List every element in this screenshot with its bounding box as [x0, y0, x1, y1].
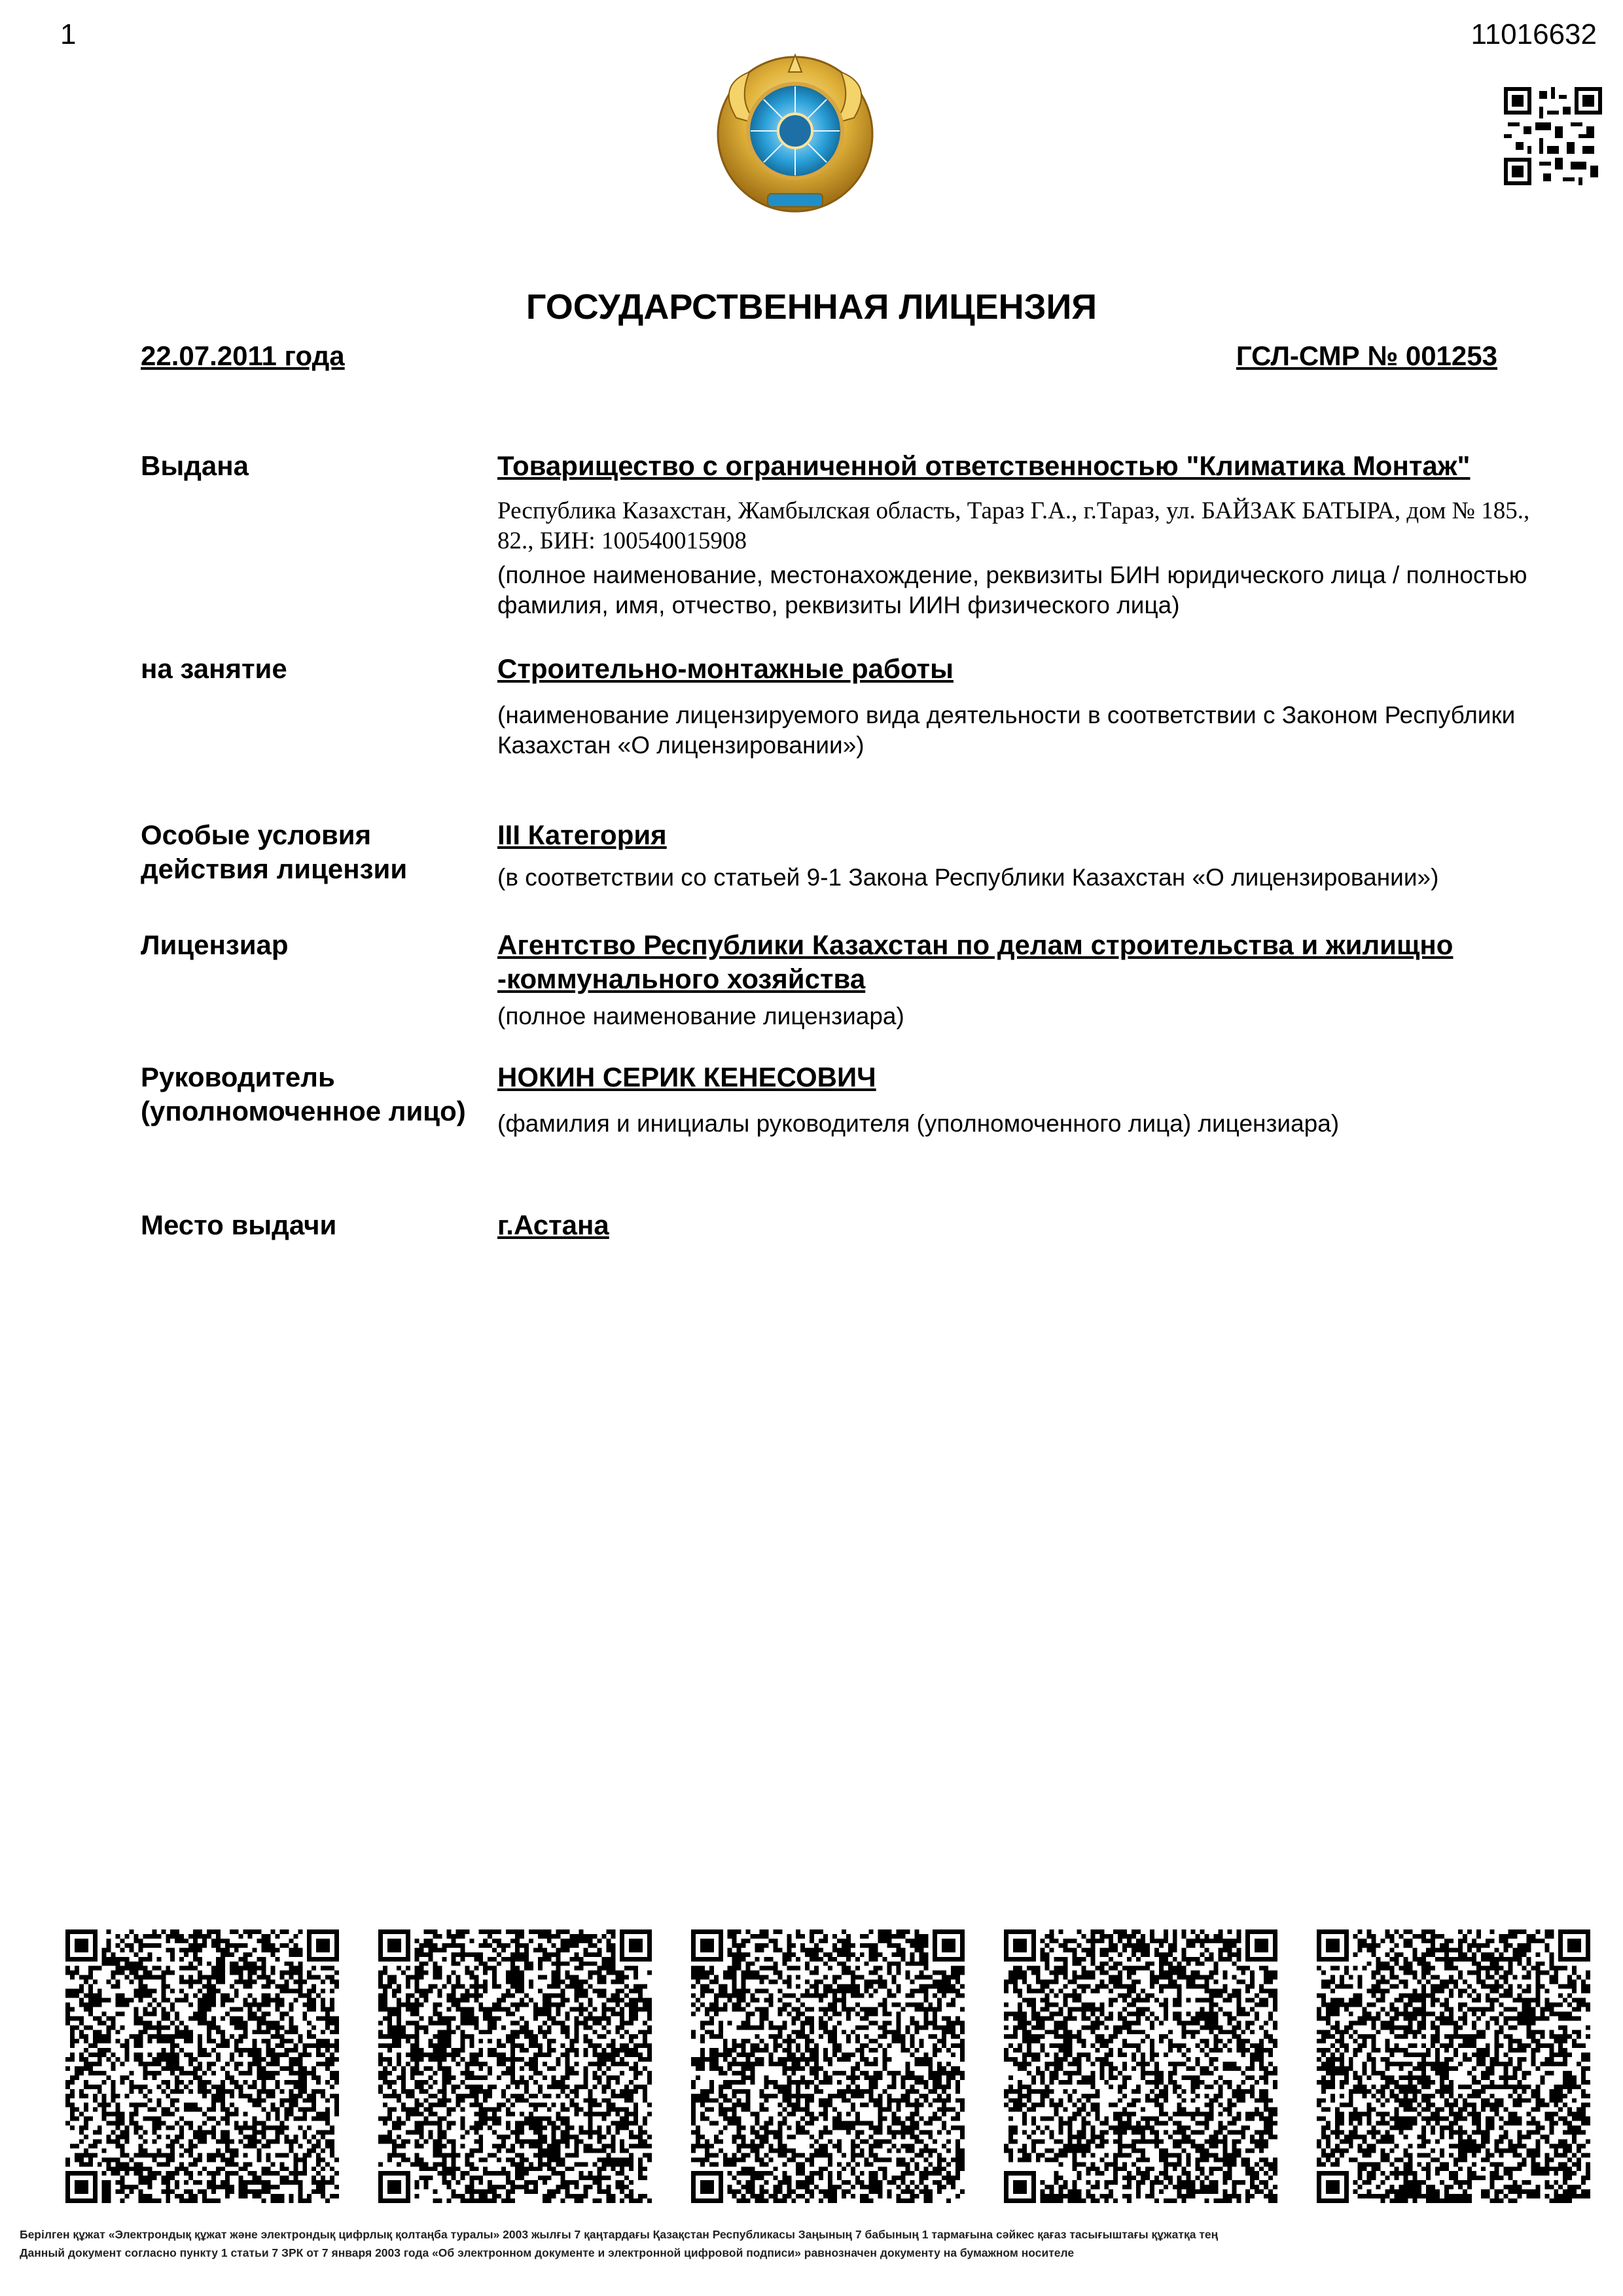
issued-to-label: Выдана — [141, 450, 249, 481]
barcode-3-icon — [691, 1929, 965, 2203]
barcode-2-icon — [378, 1929, 652, 2203]
head-label: Руководитель (уполномоченное лицо) — [141, 1062, 466, 1126]
issued-to-address: Республика Казахстан, Жамбылская область, Тараз Г.А., г.Тараз, ул. БАЙЗАК БАТЫРА, дом № 185., 82., БИН: 100540015908 — [497, 497, 1530, 554]
footer-legal-ru: Данный документ согласно пункту 1 статьи 7 ЗРК от 7 января 2003 года «Об электронном документе и электронной цифровой подписи» равнозначен документу на бумажном носителе — [20, 2246, 1075, 2259]
state-emblem-icon — [710, 46, 880, 223]
special-conditions-note: (в соответствии со статьей 9-1 Закона Республики Казахстан «О лицензировании») — [497, 864, 1439, 891]
page-number: 1 — [60, 18, 77, 50]
activity-label: на занятие — [141, 653, 287, 684]
license-number: ГСЛ-СМР № 001253 — [1236, 340, 1497, 371]
footer-legal-kz: Берілген құжат «Электрондық құжат және электрондық цифрлық қолтаңба туралы» 2003 жылғы 7 қаңтардағы Қазақстан Республикасы Заңының 7 бабының 1 тармағына сәйкес қағаз тасығыштағы құжатқа тең — [20, 2228, 1219, 2241]
issue-date: 22.07.2011 года — [141, 340, 345, 371]
barcode-5-icon — [1317, 1929, 1590, 2203]
special-conditions-label: Особые условия действия лицензии — [141, 819, 408, 884]
qr-code-icon — [1504, 87, 1602, 185]
place-label: Место выдачи — [141, 1210, 337, 1240]
activity-note: (наименование лицензируемого вида деятельности в соответствии с Законом Республики Казахстан «О лицензировании») — [497, 702, 1516, 759]
barcode-4-icon — [1004, 1929, 1277, 2203]
licensor-value: Агентство Республики Казахстан по делам строительства и жилищно -коммунального хозяйства — [497, 929, 1454, 994]
document-title: ГОСУДАРСТВЕННАЯ ЛИЦЕНЗИЯ — [526, 287, 1097, 327]
licensor-note: (полное наименование лицензиара) — [497, 1003, 904, 1030]
activity-value: Строительно-монтажные работы — [497, 653, 954, 684]
issued-to-value: Товарищество с ограниченной ответственностью "Климатика Монтаж" — [497, 450, 1471, 481]
licensor-label: Лицензиар — [141, 929, 289, 960]
document-id: 11016632 — [1471, 18, 1597, 50]
barcode-1-icon — [65, 1929, 339, 2203]
head-note: (фамилия и инициалы руководителя (уполномоченного лица) лицензиара) — [497, 1110, 1340, 1137]
special-conditions-value: III Категория — [497, 819, 667, 850]
head-value: НОКИН СЕРИК КЕНЕСОВИЧ — [497, 1062, 876, 1092]
place-value: г.Астана — [497, 1210, 609, 1240]
issued-to-note: (полное наименование, местонахождение, реквизиты БИН юридического лица / полностью фамилия, имя, отчество, реквизиты ИИН физического лица) — [497, 562, 1527, 619]
